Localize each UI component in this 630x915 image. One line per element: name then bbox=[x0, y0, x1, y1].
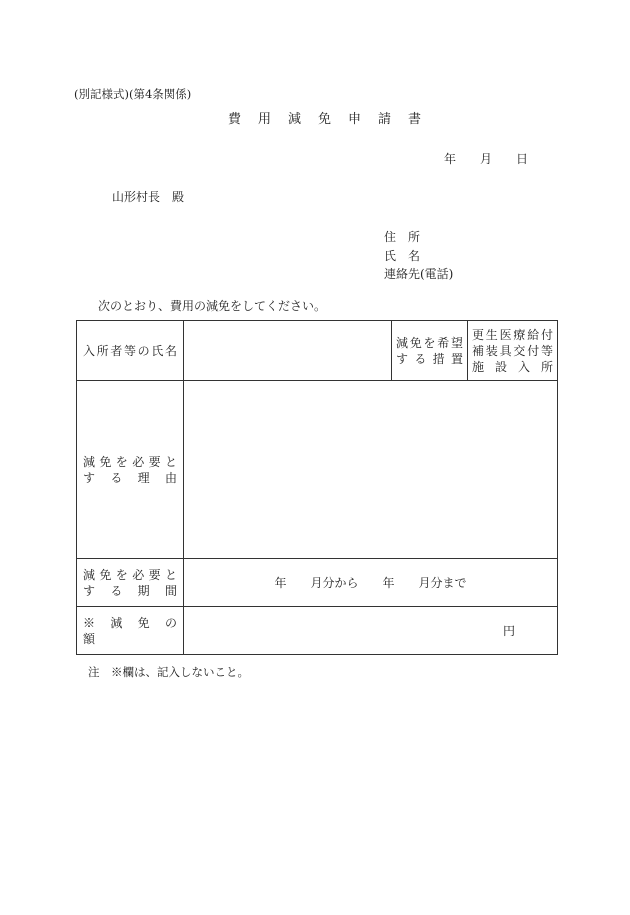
footnote: 注 ※欄は、記入しないこと。 bbox=[88, 665, 249, 679]
form-reference: (別記様式)(第4条関係) bbox=[74, 87, 192, 101]
measure-options-cell[interactable] bbox=[468, 321, 558, 381]
amount-label-cell bbox=[77, 607, 190, 655]
reason-label-cell bbox=[77, 381, 184, 559]
address-label: 住 所 bbox=[384, 230, 421, 244]
date-day-label: 日 bbox=[516, 152, 529, 166]
measure-label-line1: 減免を希望 bbox=[396, 335, 463, 350]
amount-field[interactable]: 円 bbox=[184, 607, 558, 655]
contact-label: 連絡先(電話) bbox=[384, 267, 454, 281]
resident-name-field[interactable] bbox=[184, 321, 392, 381]
intro-text: 次のとおり、費用の減免をしてください。 bbox=[98, 299, 327, 313]
addressee: 山形村長 殿 bbox=[112, 190, 185, 204]
resident-name-label-cell bbox=[77, 321, 184, 381]
measure-label-line2: する措置 bbox=[396, 351, 463, 366]
amount-label: ※ 減 免 の 額 bbox=[83, 615, 190, 646]
name-label: 氏 名 bbox=[384, 249, 421, 263]
period-label-line2: する期間 bbox=[83, 583, 177, 598]
resident-name-label: 入所者等の氏名 bbox=[83, 343, 177, 358]
measure-label-cell bbox=[392, 321, 468, 381]
period-field[interactable]: 年 月分から 年 月分まで bbox=[184, 559, 558, 607]
measure-option-medical: 更生医療給付 bbox=[472, 327, 553, 342]
application-table bbox=[76, 320, 558, 655]
document-title: 費用減免申請書 bbox=[228, 112, 439, 127]
period-label-cell bbox=[77, 559, 184, 607]
reason-label-line1: 減免を必要と bbox=[83, 454, 177, 469]
date-month-label: 月 bbox=[480, 152, 493, 166]
reason-field[interactable] bbox=[184, 381, 558, 559]
measure-option-facility: 施設入所 bbox=[472, 359, 553, 374]
measure-option-prosthetic: 補装具交付等 bbox=[472, 343, 553, 358]
date-year-label: 年 bbox=[444, 152, 457, 166]
period-label-line1: 減免を必要と bbox=[83, 567, 177, 582]
reason-label-line2: する理由 bbox=[83, 470, 177, 485]
